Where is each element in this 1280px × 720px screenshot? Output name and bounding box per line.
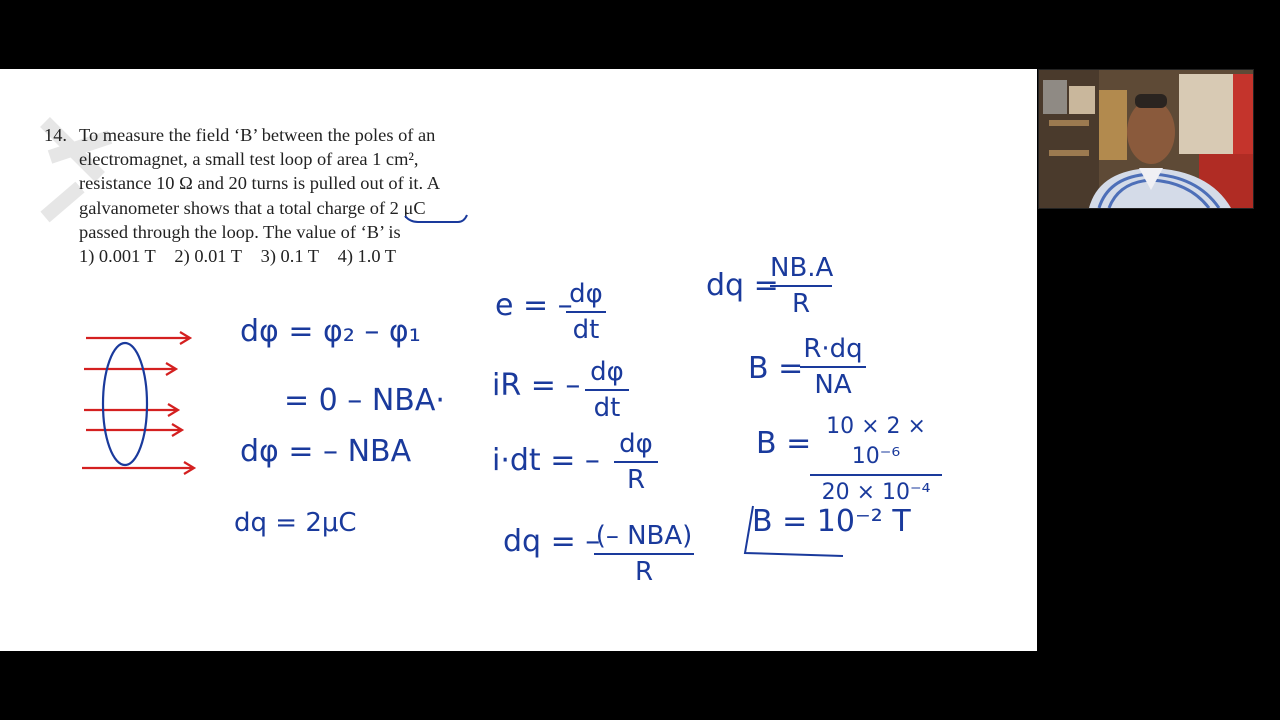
emf-fraction-bar: [566, 311, 606, 313]
ink-layer: [0, 69, 1037, 651]
presenter-webcam: [1038, 69, 1254, 209]
b2-denominator: 20 × 10⁻⁴: [821, 480, 931, 505]
b-fraction-bar: [800, 366, 866, 368]
b-denominator: NA: [814, 370, 852, 400]
emf-denominator: dt: [572, 315, 600, 345]
dq2-lhs: dq =: [706, 268, 779, 303]
ir-fraction: [585, 357, 629, 423]
ir-numerator: dφ: [590, 357, 624, 387]
dq-numerator: (– NBA): [595, 521, 693, 551]
idt-lhs: i·dt = –: [492, 443, 600, 478]
emf-numerator: dφ: [569, 279, 603, 309]
question-line-2: electromagnet, a small test loop of area 1 cm²,: [79, 149, 419, 170]
flux-result-eq: dφ = – NBA: [240, 434, 412, 469]
flux-value-eq: = 0 – NBA·: [284, 383, 445, 418]
dq2-fraction: [770, 253, 832, 319]
whiteboard-canvas: [0, 69, 1037, 651]
emf-fraction: [566, 279, 606, 345]
b2-lhs: B =: [756, 426, 812, 461]
dq-fraction: [594, 521, 694, 587]
option-4: 4) 1.0 T: [337, 246, 397, 267]
idt-fraction: [614, 429, 658, 495]
question-number: 14.: [44, 125, 67, 145]
b-numerator: R·dq: [803, 334, 863, 364]
dq-fraction-bar: [594, 553, 694, 555]
dq2-denominator: R: [791, 289, 811, 319]
b2-fraction-bar: [810, 474, 942, 476]
question-line-5: passed through the loop. The value of ‘B’ is: [79, 221, 401, 242]
flux-change-eq: dφ = φ₂ – φ₁: [240, 314, 421, 349]
ir-lhs: iR = –: [492, 368, 581, 403]
charge-eq: dq = 2μC: [234, 508, 357, 538]
b-fraction: [800, 334, 866, 400]
b-lhs: B =: [748, 351, 804, 386]
final-answer: B = 10⁻² T: [752, 504, 911, 539]
b2-numerator: 10 × 2 × 10⁻⁶: [826, 414, 926, 469]
ir-denominator: dt: [593, 393, 621, 423]
dq2-fraction-bar: [770, 285, 832, 287]
option-3: 3) 0.1 T: [260, 246, 320, 267]
presenter-video-feed-icon: [1039, 70, 1253, 208]
option-1: 1) 0.001 T: [79, 246, 156, 267]
emf-lhs: e = –: [495, 288, 573, 323]
charge-underline: [405, 215, 467, 222]
question-line-3: resistance 10 Ω and 20 turns is pulled out of it. A: [79, 173, 440, 194]
question-line-4: galvanometer shows that a total charge of 2 μC: [79, 197, 426, 218]
option-2: 2) 0.01 T: [174, 246, 243, 267]
b2-fraction: [810, 412, 942, 508]
question-line-1: 14. To measure the field ‘B’ between the poles of an: [44, 123, 484, 147]
ir-fraction-bar: [585, 389, 629, 391]
idt-denominator: R: [626, 465, 646, 495]
idt-numerator: dφ: [619, 429, 653, 459]
idt-fraction-bar: [614, 461, 658, 463]
dq2-numerator: NB.A: [770, 253, 834, 283]
dq-lhs: dq = –: [503, 524, 601, 559]
dq-denominator: R: [634, 557, 654, 587]
test-loop-ellipse: [103, 343, 147, 465]
